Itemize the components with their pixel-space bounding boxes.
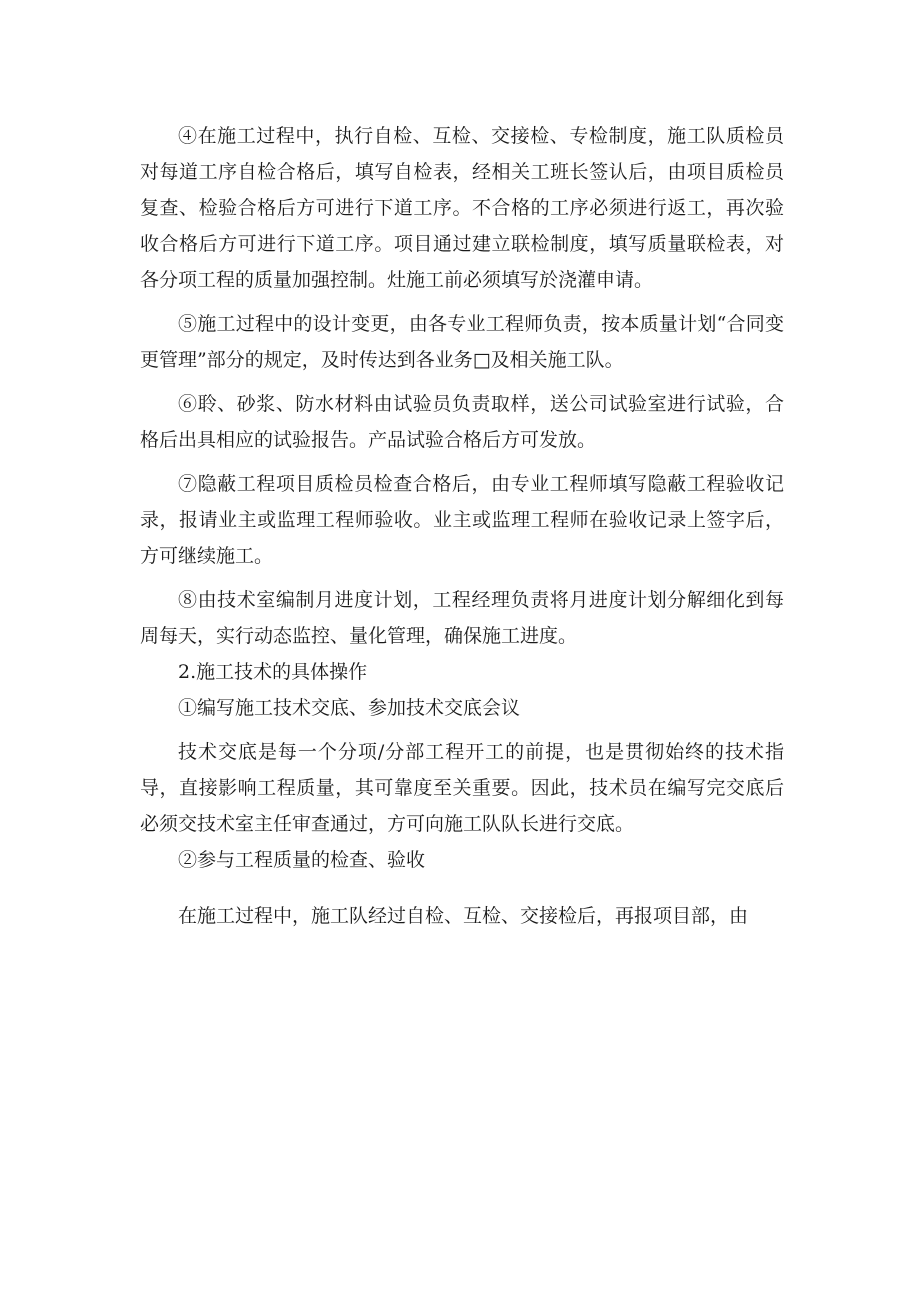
subsection-body-2: 在施工过程中，施工队经过自检、互检、交接检后，再报项目部，由: [178, 905, 749, 927]
paragraph-item-4: ④在施工过程中，执行自检、互检、交接检、专检制度，施工队质检员对每道工序自检合格后，填写自检表，经相关工班长签认后，由项目质检员复查、检验合格后方可进行下道工序。不合格的工序必须进行返工，再次验收合格后方可进行下道工序。项目通过建立联检制度，填写质量联检表，对各分项工程的质量加强控制。灶施工前必须填写於浇灌申请。: [140, 125, 784, 291]
paragraph-item-7: ⑦隐蔽工程项目质检员检查合格后，由专业工程师填写隐蔽工程验收记录，报请业主或监理工程师验收。业主或监理工程师在验收记录上签字后，方可继续施工。: [140, 473, 784, 567]
document-body: [140, 118, 784, 934]
paragraph-item-6: ⑥聆、砂浆、防水材料由试验员负责取样，送公司试验室进行试验，合格后出具相应的试验报告。产品试验合格后方可发放。: [140, 393, 784, 451]
paragraph-item-8: ⑧由技术室编制月进度计划，工程经理负责将月进度计划分解细化到每周每天，实行动态监控、量化管理，确保施工进度。: [140, 589, 784, 647]
subsection-heading-1: ①编写施工技术交底、参加技术交底会议: [178, 697, 521, 719]
subsection-body-1: 技术交底是每一个分项/分部工程开工的前提，也是贯彻始终的技术指导，直接影响工程质量，其可靠度至关重要。因此，技术员在编写完交底后必须交技术室主任审查通过，方可向施工队队长进行交底。: [140, 741, 784, 835]
subsection-heading-2: ②参与工程质量的检查、验收: [178, 849, 426, 871]
paragraph-item-5: ⑤施工过程中的设计变更，由各专业工程师负责，按本质量计划“合同变更管理”部分的规定，及时传达到各业务□及相关施工队。: [140, 313, 784, 371]
section-heading: 2.施工技术的具体操作: [178, 661, 368, 683]
